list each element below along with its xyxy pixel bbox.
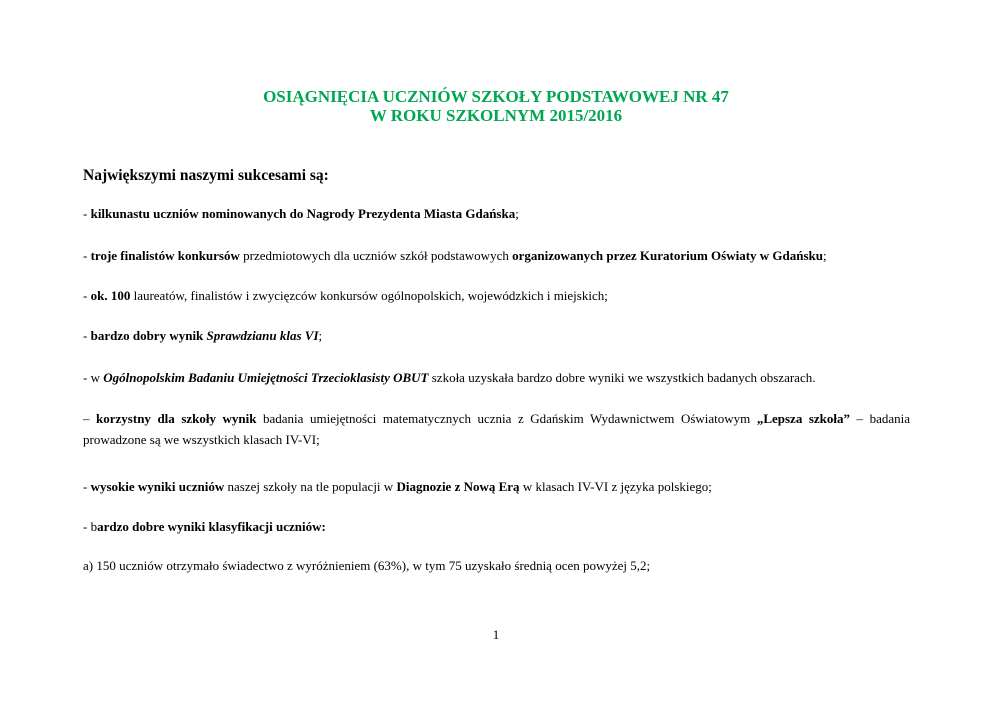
item-6-text: badania umiejętności matematycznych ucznia z Gdańskim Wydawnictwem Oświatowym [256,411,757,426]
item-1-dash: - [83,206,91,221]
document-title-line-1: OSIĄGNIĘCIA UCZNIÓW SZKOŁY PODSTAWOWEJ NR 47 [263,87,729,106]
item-4-bold-italic: Sprawdzianu klas VI [206,328,319,343]
item-3-bold: ok. 100 [90,288,131,303]
document-title-line-2: W ROKU SZKOLNYM 2015/2016 [369,106,623,125]
page-number: 1 [492,627,500,642]
achievement-item-5 [83,367,910,388]
item-4-end: ; [318,328,323,343]
item-5-text: szkoła uzyskała bardzo dobre wyniki we wszystkich badanych obszarach. [428,370,816,385]
item-7-text: naszej szkoły na tle populacji w [224,479,397,494]
item-8-bold: ardzo dobre wyniki klasyfikacji uczniów: [97,519,326,534]
item-2-dash: - [83,248,91,263]
item-6-bold-1: korzystny dla szkoły wynik [96,411,257,426]
item-4-bold: bardzo dobry wynik [90,328,207,343]
item-6-line-1 [83,408,910,429]
item-6-line-2: prowadzone są we wszystkich klasach IV-VI; [83,432,320,447]
item-7-end: w klasach IV-VI z języka polskiego; [519,479,712,494]
achievement-item-2 [83,245,910,266]
item-1-bold: kilkunastu uczniów nominowanych do Nagrody Prezydenta Miasta Gdańska [90,206,516,221]
item-6-text-2: – badania [850,411,910,426]
item-5-dash: - w [83,370,104,385]
item-2-text: przedmiotowych dla uczniów szkół podstawowych [239,248,513,263]
item-2-bold-2: organizowanych przez Kuratorium Oświaty w Gdańsku [512,248,824,263]
item-6-dash: – [83,411,97,426]
item-5-bold-italic: Ogólnopolskim Badaniu Umiejętności Trzecioklasisty OBUT [103,370,429,385]
achievement-item-7 [83,476,910,497]
item-3-text: laureatów, finalistów i zwycięzców konkursów ogólnopolskich, wojewódzkich i miejskich; [130,288,608,303]
item-6-bold-2: „Lepsza szkoła” [756,411,851,426]
achievement-item-1 [83,203,910,224]
achievement-item-9: a) 150 uczniów otrzymało świadectwo z wyróżnieniem (63%), w tym 75 uzyskało średnią ocen powyżej 5,2; [83,558,651,573]
achievement-item-3 [83,285,910,306]
item-7-bold-1: wysokie wyniki uczniów [90,479,225,494]
achievement-item-8 [83,516,910,537]
item-8-dash: - b [83,519,98,534]
achievement-item-6 [83,408,910,450]
item-3-dash: - [83,288,91,303]
item-4-dash: - [83,328,91,343]
lead-heading: Największymi naszymi sukcesami są: [83,167,329,184]
item-7-dash: - [83,479,91,494]
item-2-bold-1: troje finalistów konkursów [90,248,240,263]
item-2-end: ; [823,248,827,263]
item-7-bold-2: Diagnozie z Nową Erą [396,479,520,494]
item-1-end: ; [515,206,519,221]
achievement-item-4 [83,325,910,346]
